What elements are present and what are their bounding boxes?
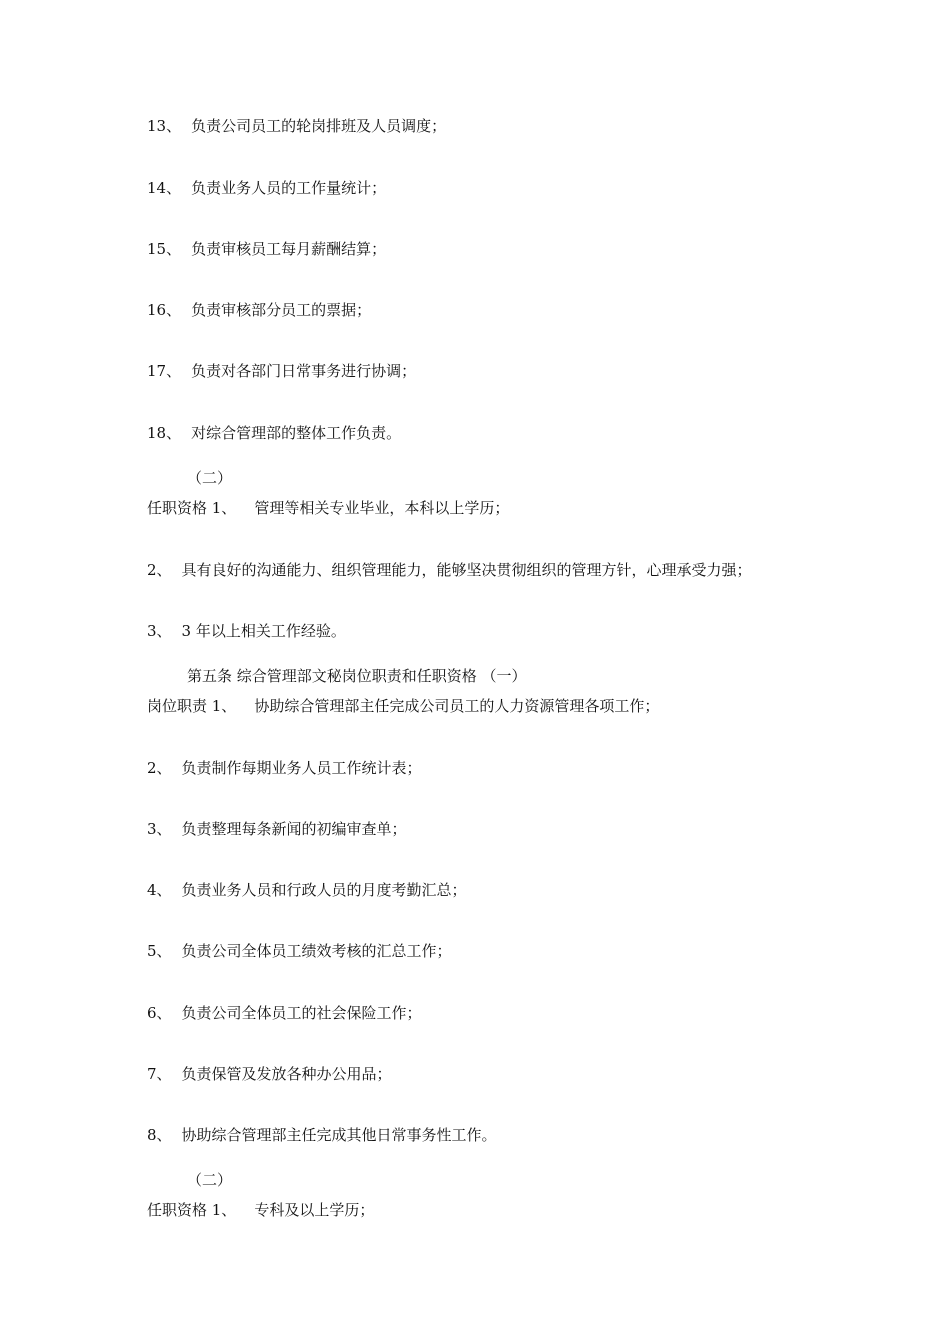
list-item: [147, 621, 346, 641]
item-number: 18、: [147, 424, 182, 442]
list-item: [147, 1125, 497, 1145]
qualification-text: 管理等相关专业毕业，本科以上学历；: [254, 499, 510, 517]
item-text: 具有良好的沟通能力、组织管理能力，能够坚决贯彻组织的管理方针，心理承受力强；: [181, 561, 752, 579]
list-item: [147, 880, 467, 900]
qualification-lead-line: [147, 1200, 374, 1220]
item-text: 负责审核员工每月薪酬结算；: [191, 240, 387, 258]
item-text: 负责制作每期业务人员工作统计表；: [181, 759, 422, 777]
list-item: [147, 1064, 392, 1084]
qualification-lead-line: [147, 498, 509, 518]
item-number: 3、: [147, 820, 172, 838]
list-item: [147, 116, 446, 136]
list-item: [147, 361, 416, 381]
item-text: 负责业务人员的工作量统计；: [191, 179, 387, 197]
item-number: 17、: [147, 362, 182, 380]
list-item: [147, 239, 386, 259]
list-item: [147, 941, 452, 961]
item-number: 2、: [147, 759, 172, 777]
list-item: [147, 423, 401, 443]
item-text: 3 年以上相关工作经验。: [181, 622, 346, 640]
item-number: 8、: [147, 1126, 172, 1144]
item-text: 负责公司全体员工的社会保险工作；: [181, 1004, 422, 1022]
list-item: [147, 758, 422, 778]
item-number: 16、: [147, 301, 182, 319]
item-number: 15、: [147, 240, 182, 258]
item-number: 5、: [147, 942, 172, 960]
section-heading: （二）: [187, 469, 233, 487]
duties-text: 协助综合管理部主任完成公司员工的人力资源管理各项工作；: [254, 697, 660, 715]
list-item: [147, 560, 752, 580]
item-text: 对综合管理部的整体工作负责。: [191, 424, 402, 442]
list-item: [147, 300, 371, 320]
item-number: 2、: [147, 561, 172, 579]
qualification-lead: 任职资格 1、: [147, 499, 237, 517]
item-text: 协助综合管理部主任完成其他日常事务性工作。: [181, 1126, 497, 1144]
duties-lead-line: [147, 696, 659, 716]
duties-lead: 岗位职责 1、: [147, 697, 237, 715]
section-heading: （二）: [187, 1171, 233, 1189]
qualification-lead: 任职资格 1、: [147, 1201, 237, 1219]
item-number: 13、: [147, 117, 182, 135]
item-number: 7、: [147, 1065, 172, 1083]
item-number: 14、: [147, 179, 182, 197]
item-text: 负责整理每条新闻的初编审查单；: [181, 820, 407, 838]
qualification-text: 专科及以上学历；: [254, 1201, 375, 1219]
item-number: 4、: [147, 881, 172, 899]
item-text: 负责业务人员和行政人员的月度考勤汇总；: [181, 881, 467, 899]
list-item: [147, 1003, 422, 1023]
item-text: 负责公司全体员工绩效考核的汇总工作；: [181, 942, 452, 960]
item-text: 负责保管及发放各种办公用品；: [181, 1065, 392, 1083]
item-text: 负责对各部门日常事务进行协调；: [191, 362, 417, 380]
item-text: 负责公司员工的轮岗排班及人员调度；: [191, 117, 447, 135]
item-number: 3、: [147, 622, 172, 640]
article-heading: 第五条 综合管理部文秘岗位职责和任职资格 （一）: [187, 667, 527, 685]
list-item: [147, 178, 386, 198]
list-item: [147, 819, 407, 839]
item-text: 负责审核部分员工的票据；: [191, 301, 372, 319]
item-number: 6、: [147, 1004, 172, 1022]
